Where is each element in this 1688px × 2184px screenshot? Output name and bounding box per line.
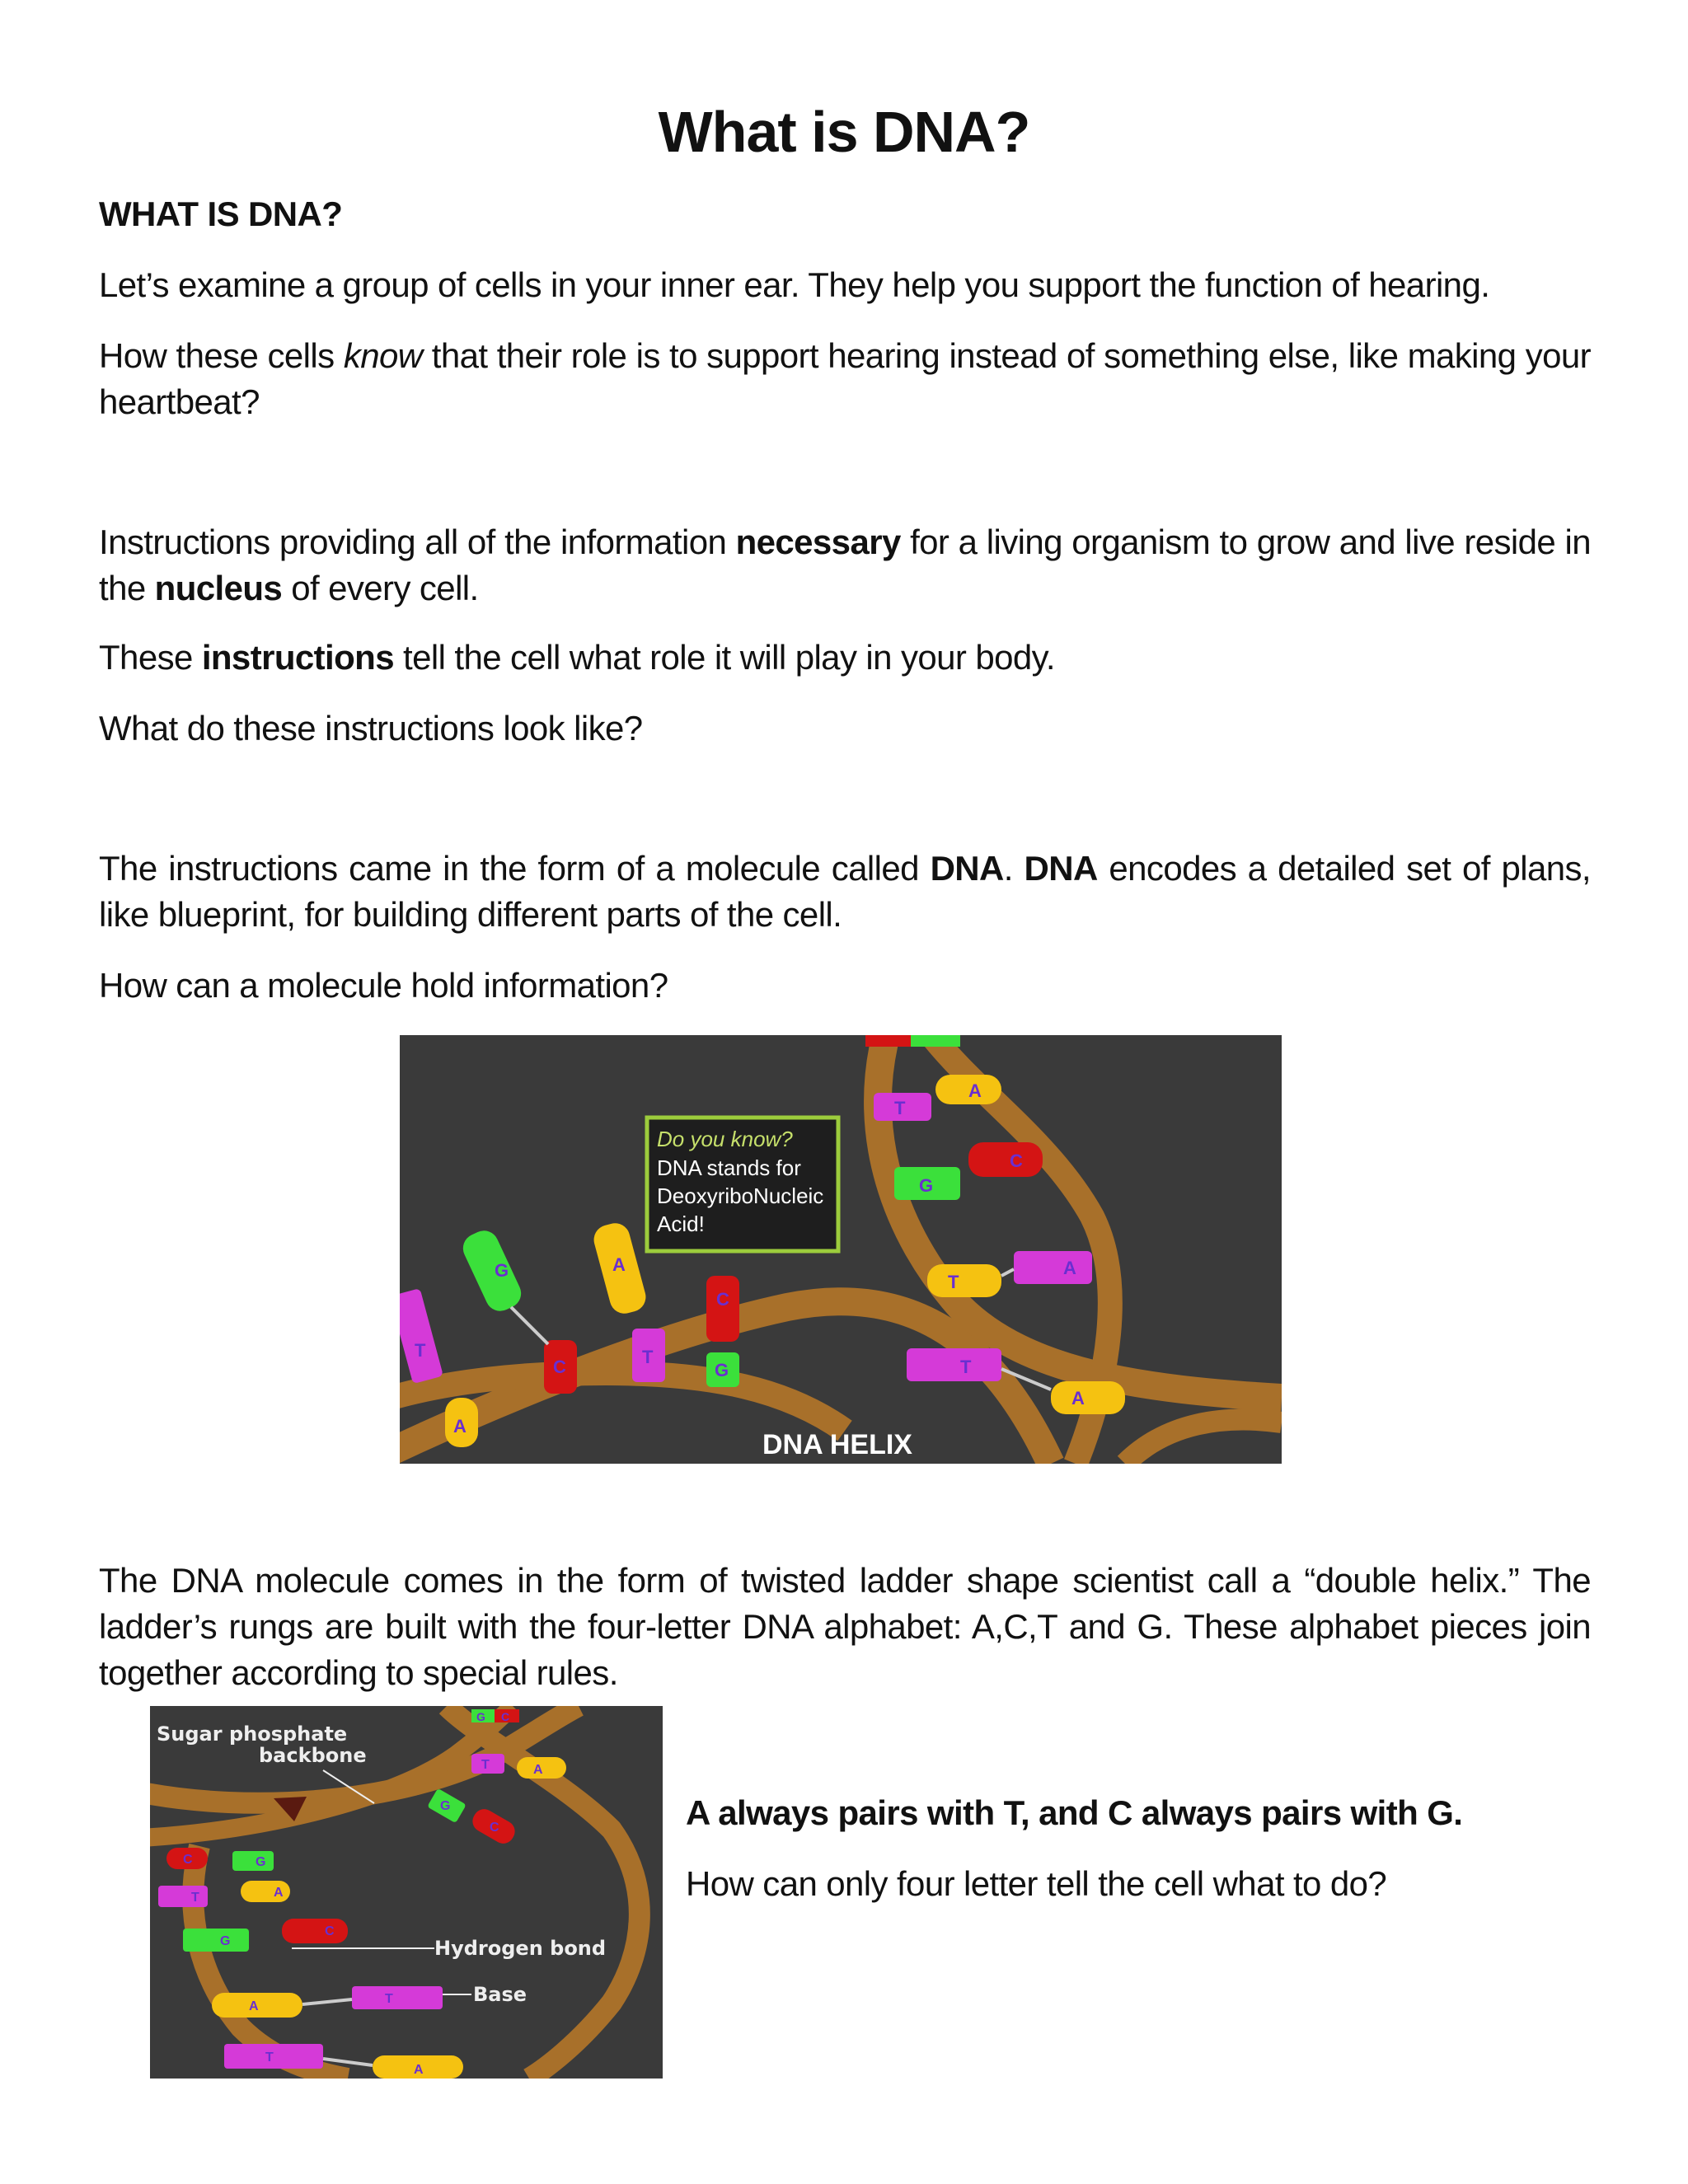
figure-caption: DNA HELIX	[762, 1429, 912, 1460]
bold-instructions: instructions	[201, 638, 394, 677]
text-run: encodes a detailed set of plans, like blueprint, for building different parts of the cell.	[99, 849, 1591, 934]
emphasis-know: know	[343, 336, 423, 375]
base-label: A	[533, 1763, 543, 1777]
base-label: C	[553, 1357, 566, 1377]
base-g	[911, 1035, 960, 1047]
bold-nucleus: nucleus	[154, 569, 283, 607]
bold-necessary: necessary	[735, 523, 901, 561]
base-a	[927, 1264, 1001, 1297]
callout-text: Acid!	[657, 1212, 705, 1236]
section-heading: WHAT IS DNA?	[99, 194, 343, 233]
paragraph-instructions	[99, 519, 1591, 612]
base-label: T	[960, 1357, 972, 1377]
base-label: A	[453, 1416, 467, 1436]
paragraph-inner-ear: Let’s examine a group of cells in your inner ear. They help you support the function of hearing.	[99, 265, 1490, 304]
callout-title: Do you know?	[657, 1127, 793, 1151]
base-label: A	[612, 1254, 626, 1275]
base-label: C	[183, 1853, 193, 1867]
base-label: T	[415, 1340, 426, 1361]
base-label: G	[476, 1710, 485, 1723]
base-label: T	[385, 1992, 393, 2006]
base-label: A	[968, 1080, 982, 1101]
text-run: How these cells	[99, 336, 344, 375]
label-backbone: Sugar phosphate	[157, 1722, 348, 1746]
text-run: The instructions came in the form of a molecule called	[99, 849, 931, 888]
base-c	[282, 1919, 348, 1943]
base-label: A	[1071, 1388, 1085, 1408]
base-label: G	[220, 1934, 231, 1948]
bold-dna: DNA	[930, 849, 1004, 888]
text-run: Instructions providing all of the information	[99, 523, 736, 561]
base-g	[183, 1929, 249, 1952]
base-label: G	[256, 1855, 266, 1869]
base-label: G	[919, 1175, 934, 1196]
base-label: A	[249, 1999, 259, 2013]
paragraph-hold-information: How can a molecule hold information?	[99, 966, 668, 1005]
bold-dna: DNA	[1024, 849, 1098, 888]
text-run: of every cell.	[282, 569, 479, 607]
pairing-rule: A always pairs with T, and C always pairs with G.	[686, 1793, 1463, 1832]
page-title: What is DNA?	[658, 100, 1030, 164]
base-label: T	[894, 1098, 906, 1118]
base-label: G	[715, 1360, 729, 1380]
callout-text: DeoxyriboNucleic	[657, 1183, 824, 1208]
base-label: A	[274, 1886, 284, 1900]
base-t	[158, 1886, 208, 1907]
paragraph-double-helix: The DNA molecule comes in the form of twisted ladder shape scientist call a “double helix.” The ladder’s rungs are built with the four-letter DNA alphabet: A,C,T and G. These alphabet pieces join together according to special rules.	[99, 1561, 1591, 1692]
dna-helix-figure	[400, 1035, 1282, 1464]
base-label: T	[642, 1347, 654, 1367]
base-t	[352, 1986, 443, 2009]
text-run: .	[1003, 849, 1025, 888]
base-label: C	[490, 1821, 499, 1835]
base-label: C	[1010, 1151, 1023, 1171]
text-run: for a living organism to grow and live reside in the	[99, 523, 1592, 607]
base-c	[968, 1142, 1043, 1177]
base-t	[907, 1348, 1001, 1381]
paragraph-four-letters: How can only four letter tell the cell what to do?	[686, 1864, 1387, 1903]
base-label: G	[440, 1799, 451, 1813]
label-hydrogen-bond: Hydrogen bond	[434, 1937, 607, 1960]
paragraph-how-cells-know	[99, 333, 1591, 425]
base-label: T	[191, 1891, 199, 1905]
base-label: A	[1063, 1258, 1076, 1278]
base-g	[232, 1851, 274, 1871]
paragraph-these-instructions	[99, 635, 1591, 681]
dna-structure-figure	[150, 1706, 663, 2079]
base-label: T	[265, 2050, 274, 2064]
dna-structure-illustration	[150, 1706, 663, 2079]
base-t	[224, 2044, 323, 2069]
base-c	[865, 1035, 911, 1047]
callout-text: DNA stands for	[657, 1155, 801, 1180]
text-run: tell the cell what role it will play in your body.	[393, 638, 1055, 677]
base-label: C	[501, 1710, 510, 1723]
dna-helix-illustration	[400, 1035, 1282, 1464]
base-label: T	[481, 1758, 490, 1772]
base-a	[1051, 1381, 1125, 1414]
text-run: These	[99, 638, 202, 677]
base-pair-rung	[706, 1276, 739, 1387]
base-t	[1014, 1251, 1092, 1284]
label-base: Base	[473, 1983, 528, 2006]
paragraph-what-look-like: What do these instructions look like?	[99, 709, 643, 748]
base-label: A	[414, 2063, 424, 2077]
base-label: C	[716, 1289, 729, 1310]
label-backbone: backbone	[259, 1744, 367, 1767]
base-label: C	[325, 1924, 335, 1938]
base-label: T	[948, 1272, 959, 1292]
base-label: G	[495, 1260, 509, 1281]
text-run: that their role is to support hearing instead of something else, like making your heartbeat?	[99, 336, 1591, 421]
paragraph-molecule-dna	[99, 846, 1591, 938]
